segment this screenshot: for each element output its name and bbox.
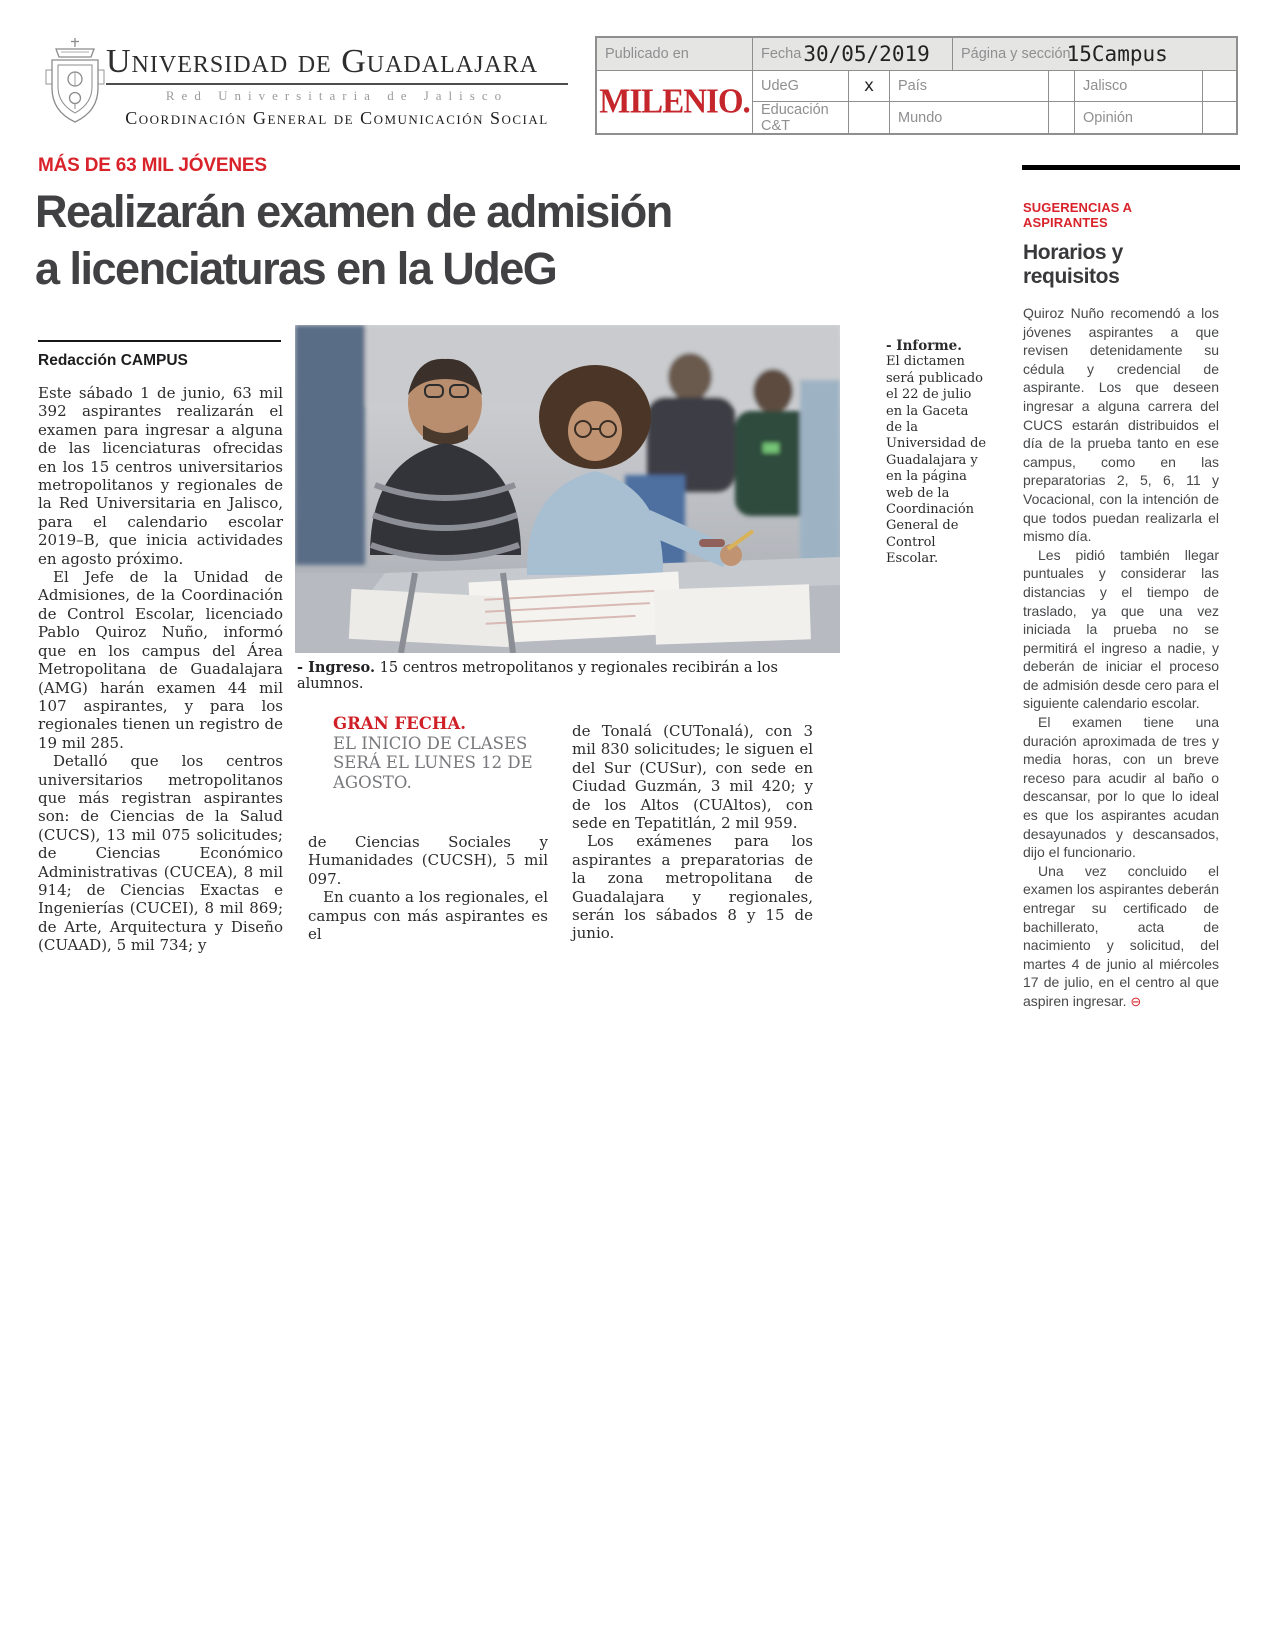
section-label-pais: País	[898, 78, 928, 94]
section-row-1	[753, 71, 1236, 102]
paragraph: El examen tiene una duración aproximada de tres y media horas, con un breve receso para acudir al baño o descansar, por lo que lo ideal es que los aspirantes acudan desayunados y descansados, dijo el funcionario.	[1023, 714, 1219, 861]
pullquote-text: EL INICIO DE CLASES SERÁ EL LUNES 12 DE AGOSTO.	[333, 733, 533, 792]
headline-line-1: Realizarán examen de admisión	[35, 186, 672, 237]
caption-label: - Ingreso.	[297, 659, 376, 676]
sidebar-body	[1023, 304, 1219, 1012]
masthead	[106, 44, 568, 129]
informe-label: - Informe.	[886, 338, 962, 354]
sidebar-title: Horarios y requisitos	[1023, 241, 1123, 288]
article-headline	[35, 183, 755, 297]
university-network: Red Universitaria de Jalisco	[165, 87, 509, 103]
communication-office: Coordinación General de Comunicación Social	[125, 107, 549, 128]
section-checkbox-pais	[1048, 71, 1075, 101]
udeg-crest-icon	[44, 36, 106, 128]
section-checkbox-opinion	[1202, 102, 1236, 133]
section-label-opinion: Opinión	[1083, 109, 1133, 126]
section-label-jalisco: Jalisco	[1083, 78, 1128, 94]
clipping-info-table	[595, 36, 1238, 135]
caption-text: 15 centros metropolitanos y regionales recibirán a los alumnos.	[297, 660, 778, 692]
section-checkbox-jalisco	[1202, 71, 1236, 101]
paragraph: El Jefe de la Unidad de Admisiones, de la Coordinación de Control Escolar, licenciado Pablo Quiroz Nuño, informó que en los campus del Área Metropolitana de Guadalajara (AMG) harán examen 44 mil 107 aspirantes, y para los regionales tienen un registro de 19 mil 285.	[38, 568, 283, 752]
paragraph: Los exámenes para los aspirantes a preparatorias de la zona metropolitana de Guadalajara y regionales, serán los sábados 8 y 15 de junio.	[572, 832, 813, 943]
sidebar	[1023, 200, 1219, 1012]
page-section-label: Página y sección	[961, 46, 1071, 62]
article-column-2	[308, 833, 548, 943]
section-label-mundo: Mundo	[898, 109, 943, 126]
section-row-2	[753, 102, 1236, 133]
article-photo	[295, 325, 840, 653]
paragraph: de Tonalá (CUTonalá), con 3 mil 830 solicitudes; le siguen el del Sur (CUSur), con sede en Ciudad Guzmán, 3 mil 420; y de los Altos (CUAltos), con sede en Tepatitlán, 2 mil 959.	[572, 722, 813, 833]
sidebar-top-rule	[1022, 165, 1240, 170]
end-of-article-icon: ⊖	[1130, 993, 1142, 1009]
paragraph: Detalló que los centros universitarios metropolitanos que más registran aspirantes son: de Ciencias de la Salud (CUCS), 13 mil 075 solicitudes; de Ciencias Económico Administrativas (CUCEA), 8 mil 914; de Ciencias Exactas e Ingenierías (CUCEI), 8 mil 869; de Arte, Arquitectura y Diseño (CUAAD), 5 mil 734; y	[38, 752, 283, 955]
outlet-cell	[597, 71, 753, 133]
pullquote	[333, 714, 533, 792]
article-column-1	[38, 384, 283, 955]
paragraph	[1023, 862, 1219, 1012]
paragraph: Este sábado 1 de junio, 63 mil 392 aspirantes realizarán el examen para ingresar a alguna de las licenciaturas ofrecidas en los 15 centros universitarios metropolitanos y regionales de la Red Universitaria en Jalisco, para el calendario escolar 2019–B, que inicia actividades en agosto próximo.	[38, 384, 283, 568]
paragraph: Les pidió también llegar puntuales y considerar las distancias y el tiempo de traslado, ya que una vez iniciada la prueba no se permitirá el ingreso a nadie, y deberán de iniciar el proceso de admisión desde cero para el siguiente calendario escolar.	[1023, 546, 1219, 712]
paragraph: Quiroz Nuño recomendó a los jóvenes aspirantes a que revisen detenidamente su cédula y credencial de aspirante. Los que deseen ingresar a alguna carrera del CUCS estarán distribuidos el día de la prueba tanto en ese campus, como en las preparatorias 2, 5, 6, 11 y Vocacional, con la intención de que todos puedan realizarla el mismo día.	[1023, 305, 1219, 545]
section-checkbox-mundo	[1048, 102, 1075, 133]
article-column-3	[572, 722, 813, 943]
article-kicker: MÁS DE 63 MIL JÓVENES	[38, 155, 267, 176]
informe-text: El dictamen será publicado el 22 de julio en la Gaceta de la Universidad de Guadalajara y en la página web de la Coordinación General de Control Escolar.	[886, 354, 987, 567]
paragraph: En cuanto a los regionales, el campus con más aspirantes es el	[308, 888, 548, 944]
milenio-logo: MILENIO.	[599, 82, 750, 121]
photo-caption	[297, 659, 842, 692]
university-name: Universidad de Guadalajara	[106, 44, 568, 85]
paragraph-text: Una vez concluido el examen los aspirantes deberán entregar su certificado de bachillerato, acta de nacimiento y solicitud, del martes 4 de junio al miércoles 17 de julio, en el centro al que aspiren ingresar.	[1023, 862, 1219, 1009]
pullquote-lead: GRAN FECHA.	[333, 714, 466, 733]
byline-rule	[38, 340, 281, 342]
sidebar-kicker: SUGERENCIAS A ASPIRANTES	[1023, 200, 1132, 230]
section-checkbox-udeg: x	[848, 71, 890, 101]
paragraph: de Ciencias Sociales y Humanidades (CUCSH), 5 mil 097.	[308, 833, 548, 888]
section-checkbox-educacion	[848, 102, 890, 133]
page-section-value: 15Campus	[1066, 42, 1168, 66]
informe-note	[886, 338, 987, 568]
clipping-table-header	[597, 38, 1236, 71]
date-label: Fecha	[761, 46, 802, 62]
section-label-educacion: Educación C&T	[761, 101, 829, 134]
published-in-label: Publicado en	[605, 46, 689, 62]
article-byline: Redacción CAMPUS	[38, 352, 188, 369]
section-label-udeg: UdeG	[761, 78, 799, 94]
headline-line-2: a licenciaturas en la UdeG	[35, 243, 557, 294]
date-value: 30/05/2019	[803, 42, 930, 66]
